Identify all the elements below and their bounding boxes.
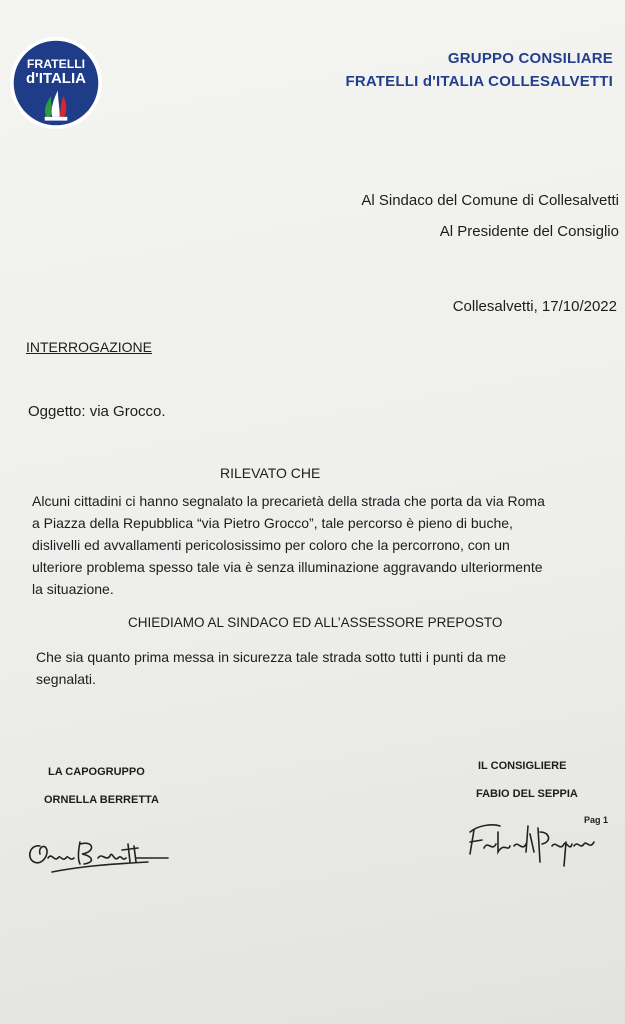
logo-emblem bbox=[9, 36, 103, 130]
document-type-heading: INTERROGAZIONE bbox=[26, 339, 153, 355]
place-date: Collesalvetti, 17/10/2022 bbox=[452, 298, 617, 315]
section-title-rilevato: RILEVATO CHE bbox=[220, 465, 321, 481]
section-title-request: CHIEDIAMO AL SINDACO ED ALL’ASSESSORE PREPOSTO bbox=[128, 615, 503, 630]
request-paragraph bbox=[36, 646, 576, 690]
logo-text-line2: d'ITALIA bbox=[25, 70, 87, 87]
paragraph-line: ulteriore problema spesso tale via è senza illuminazione aggravando ulteriormente bbox=[32, 559, 543, 575]
paragraph-line: Che sia quanto prima messa in sicurezza tale strada sotto tutti i punti da me bbox=[36, 649, 507, 665]
paragraph-line: la situazione. bbox=[32, 581, 114, 597]
paragraph-line: segnalati. bbox=[36, 671, 96, 687]
signatory-right-name: FABIO DEL SEPPIA bbox=[476, 788, 578, 800]
group-title: GRUPPO CONSILIARE bbox=[447, 50, 613, 67]
handwritten-signature-right bbox=[460, 812, 600, 872]
subject-line: Oggetto: via Grocco. bbox=[28, 403, 166, 420]
recipient-council-president: Al Presidente del Consiglio bbox=[439, 223, 619, 240]
fratelli-italia-logo bbox=[9, 36, 103, 130]
paragraph-line: dislivelli ed avvallamenti pericolosissimo per coloro che la percorrono, con un bbox=[32, 537, 510, 553]
group-name: FRATELLI d'ITALIA COLLESALVETTI bbox=[345, 73, 613, 90]
signatory-left-role: LA CAPOGRUPPO bbox=[48, 766, 145, 778]
signatory-left-name: ORNELLA BERRETTA bbox=[44, 794, 159, 806]
paragraph-line: a Piazza della Repubblica “via Pietro Grocco”, tale percorso è pieno di buche, bbox=[32, 515, 513, 531]
recipient-mayor: Al Sindaco del Comune di Collesalvetti bbox=[361, 192, 619, 209]
logo-text-line1: FRATELLI bbox=[26, 56, 86, 71]
findings-paragraph bbox=[32, 490, 597, 600]
paragraph-line: Alcuni cittadini ci hanno segnalato la precarietà della strada che porta da via Roma bbox=[32, 493, 545, 509]
handwritten-signature-left bbox=[22, 828, 172, 880]
page-number: Pag 1 bbox=[584, 815, 609, 825]
group-header bbox=[345, 50, 613, 90]
recipients-block bbox=[361, 192, 619, 254]
signatory-right-role: IL CONSIGLIERE bbox=[478, 760, 567, 772]
